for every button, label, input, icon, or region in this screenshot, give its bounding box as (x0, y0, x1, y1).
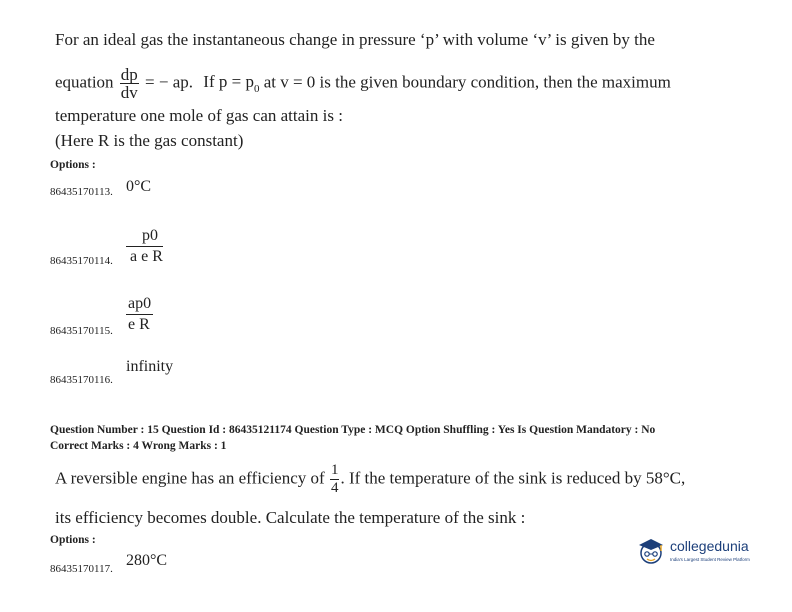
question-text-pre: A reversible engine has an efficiency of (55, 468, 325, 488)
option-denominator: e R (128, 316, 150, 333)
options-label: Options : (50, 534, 96, 546)
question-text-line: temperature one mole of gas can attain is : (55, 106, 343, 125)
option-id: 86435170115. (50, 325, 113, 337)
option-fraction[interactable] (126, 226, 163, 267)
boundary-text-a: If p = p (203, 72, 254, 92)
question-text-line: (Here R is the gas constant) (55, 131, 244, 150)
equation-rhs: = − ap. (145, 72, 194, 92)
question-text-line: For an ideal gas the instantaneous change in pressure ‘p’ with volume ‘v’ is given by the (55, 30, 655, 49)
boundary-text-b: at v = 0 is the given boundary condition, then the maximum (263, 72, 671, 92)
logo-tagline: India's Largest Student Review Platform (670, 557, 750, 562)
efficiency-fraction (330, 462, 340, 497)
graduate-cap-icon (636, 536, 666, 566)
option-fraction[interactable] (126, 294, 153, 335)
collegedunia-logo (636, 532, 768, 576)
question-equation-line (55, 66, 671, 101)
logo-name: collegedunia (670, 538, 749, 554)
subscript-zero: 0 (253, 82, 260, 95)
option-numerator: p0 (126, 226, 163, 247)
fraction-denominator: dv (120, 83, 138, 102)
option-id: 86435170116. (50, 374, 113, 386)
question-text-line: its efficiency becomes double. Calculate the temperature of the sink : (55, 508, 526, 527)
option-text[interactable]: 280°C (126, 552, 168, 569)
derivative-fraction (120, 66, 139, 101)
question-meta: Question Number : 15 Question Id : 86435121174 Question Type : MCQ Option Shuffling : Yes Is Question Mandatory : No (50, 424, 656, 436)
equation-label: equation (55, 72, 114, 92)
fraction-denominator: 4 (330, 480, 339, 496)
fraction-numerator: dp (120, 65, 138, 84)
question-marks: Correct Marks : 4 Wrong Marks : 1 (50, 440, 227, 452)
options-label: Options : (50, 159, 96, 171)
option-text[interactable]: 0°C (126, 178, 152, 195)
question-text-line (55, 462, 685, 497)
option-denominator: a e R (130, 248, 163, 265)
option-id: 86435170117. (50, 563, 113, 575)
option-id: 86435170113. (50, 186, 113, 198)
option-text[interactable]: infinity (126, 358, 174, 375)
question-text-post: . If the temperature of the sink is reduced by 58°C, (340, 468, 686, 488)
option-numerator: ap0 (126, 294, 153, 315)
fraction-numerator: 1 (330, 462, 339, 478)
option-id: 86435170114. (50, 255, 113, 267)
